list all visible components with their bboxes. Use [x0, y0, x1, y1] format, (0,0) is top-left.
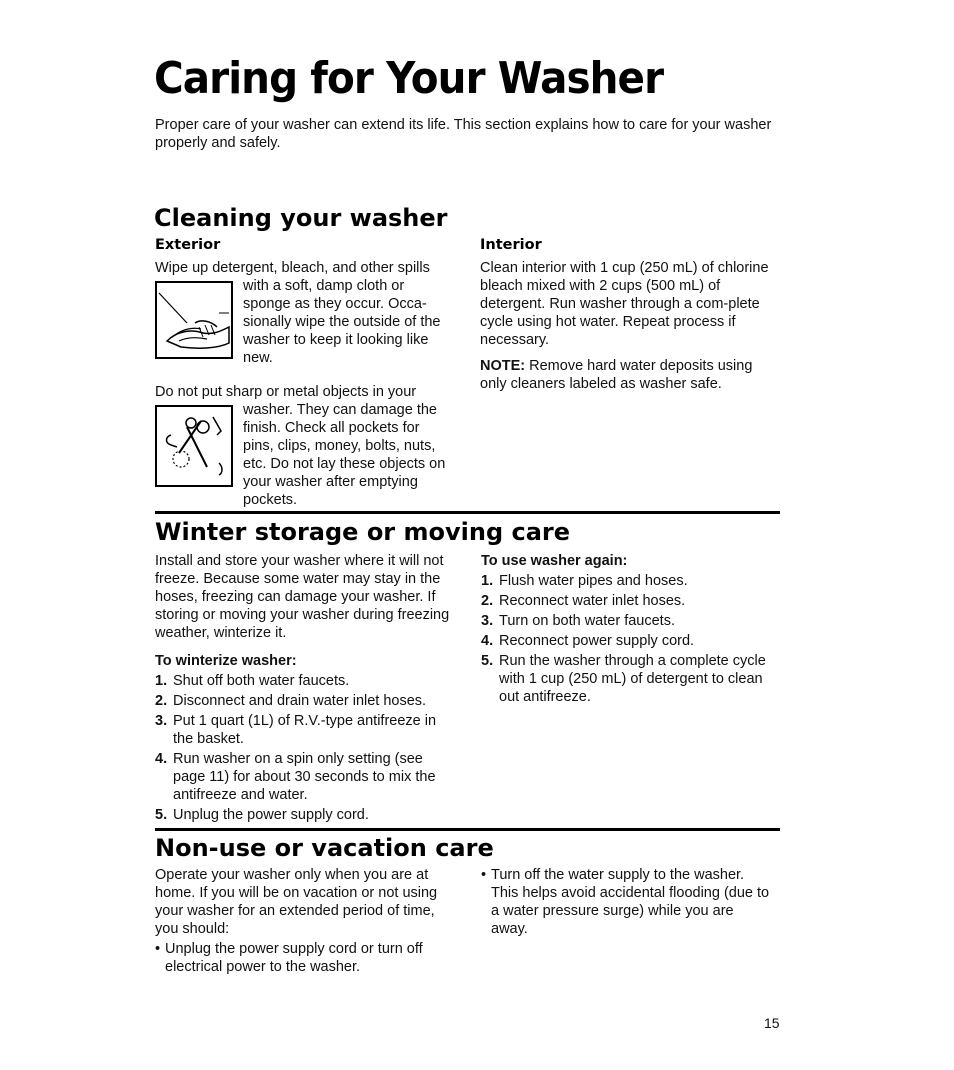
interior-note [480, 357, 780, 393]
step-text: Reconnect power supply cord. [499, 633, 695, 649]
use-again-column [481, 552, 781, 708]
step-text: Run the washer through a complete cycle with 1 cup (250 mL) of detergent to clean out antifreeze. [499, 653, 766, 705]
step-number: 4. [155, 751, 168, 767]
winter-intro: Install and store your washer where it will not freeze. Because some water may stay in the hoses, freezing can damage your washer. If storing or moving your washer during freezing weather, winterize it. [155, 553, 450, 641]
list-item [155, 750, 455, 804]
winter-heading: Winter storage or moving care [155, 518, 571, 546]
interior-heading: Interior [480, 237, 542, 253]
list-item: • Unplug the power supply cord or turn off electrical power to the washer. [155, 940, 455, 976]
use-again-steps [481, 572, 781, 706]
cleaning-heading: Cleaning your washer [154, 204, 448, 232]
list-item [481, 632, 781, 650]
list-item [155, 692, 455, 710]
exterior-text-wrap: with a soft, damp cloth or sponge as they occur. Occa-sionally wipe the outside of the washer to keep it looking like new. [243, 278, 441, 366]
vacation-intro: Operate your washer only when you are at home. If you will be on vacation or not using your washer for an extended period of time, you should: [155, 867, 438, 937]
list-item [481, 592, 781, 610]
list-item [481, 652, 781, 706]
interior-column [480, 236, 780, 393]
step-text: Disconnect and drain water inlet hoses. [173, 693, 427, 709]
winter-divider [155, 511, 780, 514]
step-text: Turn on both water faucets. [499, 613, 675, 629]
vacation-right-column [481, 866, 771, 938]
note-label: NOTE: [480, 358, 526, 374]
intro-text: Proper care of your washer can extend its life. This section explains how to care for your washer properly and safely. [155, 117, 772, 151]
step-number: 3. [155, 713, 168, 729]
wiping-cloth-icon [155, 281, 233, 359]
list-item [155, 712, 455, 748]
objects-text-top: Do not put sharp or metal objects in your [155, 384, 417, 400]
step-number: 1. [481, 573, 494, 589]
step-text: Shut off both water faucets. [173, 673, 350, 689]
list-item [481, 572, 781, 590]
vacation-bullets-left [155, 940, 455, 976]
step-text: Reconnect water inlet hoses. [499, 593, 686, 609]
list-item [155, 806, 455, 824]
sharp-objects-icon [155, 405, 233, 487]
exterior-heading: Exterior [155, 237, 221, 253]
step-number: 2. [155, 693, 168, 709]
objects-text-wrap: washer. They can damage the finish. Check all pockets for pins, clips, money, bolts, nuts, etc. Do not lay these objects on your washer after emptying pockets. [243, 402, 446, 508]
exterior-text-top: Wipe up detergent, bleach, and other spills [155, 260, 430, 276]
list-item: • Turn off the water supply to the washer. This helps avoid accidental flooding (due to a water pressure surge) while you are away. [481, 866, 771, 938]
step-text: Run washer on a spin only setting (see page 11) for about 30 seconds to mix the antifreeze and water. [173, 751, 436, 803]
step-number: 5. [155, 807, 168, 823]
page-title: Caring for Your Washer [154, 53, 664, 104]
use-again-heading: To use washer again: [481, 553, 628, 569]
step-number: 5. [481, 653, 494, 669]
step-number: 3. [481, 613, 494, 629]
step-number: 2. [481, 593, 494, 609]
step-number: 1. [155, 673, 168, 689]
page-number: 15 [764, 1015, 780, 1031]
list-item [155, 672, 455, 690]
vacation-heading: Non-use or vacation care [155, 834, 494, 862]
winterize-steps [155, 672, 455, 824]
step-text: Flush water pipes and hoses. [499, 573, 688, 589]
vacation-left-column [155, 866, 455, 976]
winterize-heading: To winterize washer: [155, 653, 297, 669]
step-number: 4. [481, 633, 494, 649]
note-text: Remove hard water deposits using only cleaners labeled as washer safe. [480, 358, 753, 392]
list-item [481, 612, 781, 630]
step-text: Unplug the power supply cord. [173, 807, 369, 823]
winterize-column [155, 552, 455, 826]
interior-text: Clean interior with 1 cup (250 mL) of chlorine bleach mixed with 2 cups (500 mL) of detergent. Run washer through a com-plete cycle using hot water. Repeat process if necessary. [480, 260, 769, 348]
vacation-divider [155, 828, 780, 831]
vacation-bullets-right [481, 866, 771, 938]
step-text: Put 1 quart (1L) of R.V.-type antifreeze in the basket. [173, 713, 437, 747]
exterior-column [155, 236, 455, 509]
